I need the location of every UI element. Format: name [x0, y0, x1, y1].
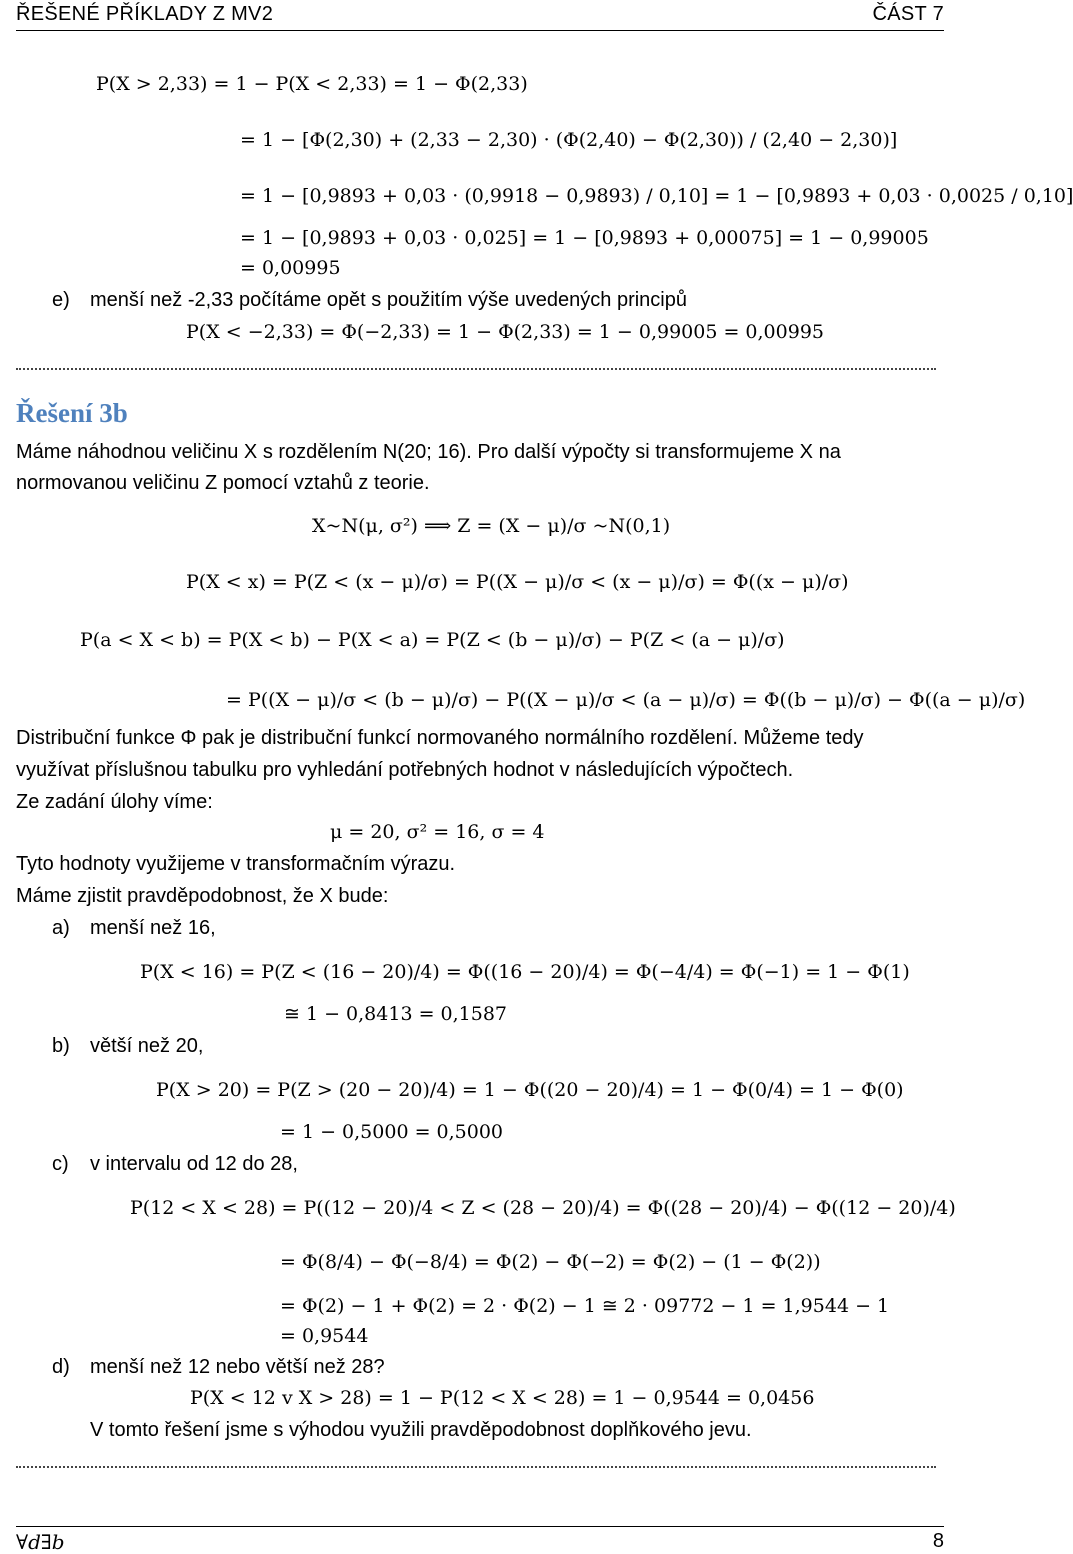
formula-line: ≅ 1 − 0,8413 = 0,1587: [284, 1003, 508, 1025]
item-text: v intervalu od 12 do 28,: [90, 1153, 298, 1175]
formula-line: = 1 − [0,9893 + 0,03 · (0,9918 − 0,9893) / 0,10] = 1 − [0,9893 + 0,03 · 0,0025 / 0,10]: [240, 185, 1073, 207]
section-title: Řešení 3b: [16, 398, 128, 428]
footer-logo: ∀d∃b: [16, 1530, 65, 1554]
paragraph-line: Ze zadání úlohy víme:: [16, 791, 213, 813]
formula-line: P(X < −2,33) = Φ(−2,33) = 1 − Φ(2,33) = 1 − 0,99005 = 0,00995: [186, 321, 825, 343]
item-text: menší než 12 nebo větší než 28?: [90, 1356, 385, 1378]
formula-line: = Φ(8/4) − Φ(−8/4) = Φ(2) − Φ(−2) = Φ(2) − (1 − Φ(2)): [280, 1251, 821, 1273]
formula-line: = 0,00995: [240, 257, 341, 279]
formula-line: P(a < X < b) = P(X < b) − P(X < a) = P(Z < (b − μ)/σ) − P(Z < (a − μ)/σ): [80, 629, 785, 651]
formula-line: = 1 − 0,5000 = 0,5000: [280, 1121, 504, 1143]
page-number: 8: [932, 1530, 944, 1552]
paragraph-line: využívat příslušnou tabulku pro vyhledání potřebných hodnot v následujících výpočtech.: [16, 759, 794, 781]
item-text: větší než 20,: [90, 1035, 204, 1057]
formula-line: = 1 − [0,9893 + 0,03 · 0,025] = 1 − [0,9893 + 0,00075] = 1 − 0,99005: [240, 227, 929, 249]
dotted-separator: [16, 368, 936, 370]
item-label: b): [52, 1035, 70, 1057]
formula-line: P(X > 20) = P(Z > (20 − 20)/4) = 1 − Φ((20 − 20)/4) = 1 − Φ(0/4) = 1 − Φ(0): [156, 1079, 904, 1101]
paragraph-line: Distribuční funkce Φ pak je distribuční funkcí normovaného normálního rozdělení. Můžeme tedy: [16, 727, 864, 749]
header-part: ČÁST 7: [872, 3, 944, 25]
given-values: μ = 20, σ² = 16, σ = 4: [330, 821, 545, 843]
formula-line: P(X < 16) = P(Z < (16 − 20)/4) = Φ((16 − 20)/4) = Φ(−4/4) = Φ(−1) = 1 − Φ(1): [140, 961, 910, 983]
formula-line: X~N(μ, σ²) ⟹ Z = (X − μ)/σ ~N(0,1): [312, 515, 671, 537]
header-title: ŘEŠENÉ PŘÍKLADY Z MV2: [16, 3, 274, 25]
paragraph-line: Tyto hodnoty využijeme v transformačním výrazu.: [16, 853, 456, 875]
formula-line: P(X < 12 v X > 28) = 1 − P(12 < X < 28) = 1 − 0,9544 = 0,0456: [190, 1387, 815, 1409]
formula-line: = P((X − μ)/σ < (b − μ)/σ) − P((X − μ)/σ < (a − μ)/σ) = Φ((b − μ)/σ) − Φ((a − μ)/σ): [226, 689, 1026, 711]
paragraph-line: Máme náhodnou veličinu X s rozdělením N(20; 16). Pro další výpočty si transformujeme X na: [16, 441, 841, 463]
item-label: d): [52, 1356, 70, 1378]
closing-sentence: V tomto řešení jsme s výhodou využili pravděpodobnost doplňkového jevu.: [90, 1419, 752, 1441]
item-label: e): [52, 289, 70, 311]
paragraph-line: Máme zjistit pravděpodobnost, že X bude:: [16, 885, 389, 907]
formula-line: = 0,9544: [280, 1325, 369, 1347]
formula-line: P(X < x) = P(Z < (x − μ)/σ) = P((X − μ)/σ < (x − μ)/σ) = Φ((x − μ)/σ): [186, 571, 849, 593]
formula-line: P(X > 2,33) = 1 − P(X < 2,33) = 1 − Φ(2,33): [96, 73, 528, 95]
page-footer: [16, 1526, 944, 1554]
item-text: menší než 16,: [90, 917, 216, 939]
item-label: c): [52, 1153, 69, 1175]
dotted-separator: [16, 1466, 936, 1468]
formula-line: = 1 − [Φ(2,30) + (2,33 − 2,30) · (Φ(2,40) − Φ(2,30)) / (2,40 − 2,30)]: [240, 129, 898, 151]
formula-line: = Φ(2) − 1 + Φ(2) = 2 · Φ(2) − 1 ≅ 2 · 09772 − 1 = 1,9544 − 1: [280, 1295, 890, 1317]
paragraph-line: normovanou veličinu Z pomocí vztahů z teorie.: [16, 472, 430, 494]
item-label: a): [52, 917, 70, 939]
item-text: menší než -2,33 počítáme opět s použitím výše uvedených principů: [90, 289, 687, 311]
formula-line: P(12 < X < 28) = P((12 − 20)/4 < Z < (28 − 20)/4) = Φ((28 − 20)/4) − Φ((12 − 20)/4): [130, 1197, 956, 1219]
page-header: [16, 0, 944, 31]
